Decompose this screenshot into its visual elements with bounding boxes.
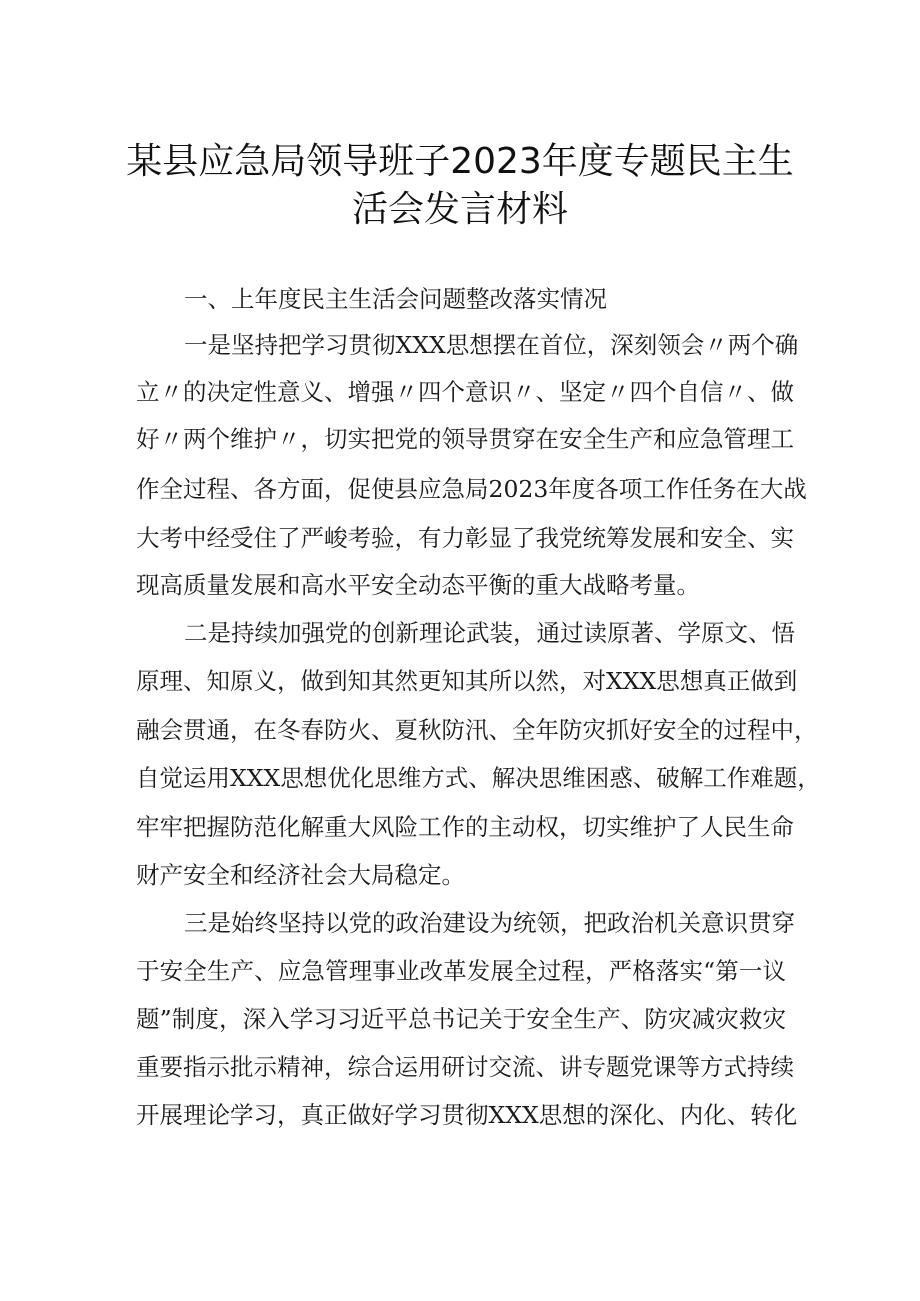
paragraph-1-line-3: 好〃两个维护〃，切实把党的领导贯穿在安全生产和应急管理工 [136, 425, 794, 453]
paragraph-1-line-5: 大考中经受住了严峻考验，有力彰显了我党统筹发展和安全、实 [136, 524, 794, 552]
paragraph-2-line-4: 自觉运用XXX思想优化思维方式、解决思维困惑、破解工作难题， [136, 764, 821, 792]
paragraph-2-line-2: 原理、知原义，做到知其然更知其所以然，对XXX思想真正做到 [136, 667, 798, 695]
paragraph-3-line-5: 开展理论学习，真正做好学习贯彻XXX思想的深化、内化、转化 [136, 1101, 798, 1129]
paragraph-1-line-4: 作全过程、各方面，促使县应急局2023年度各项工作任务在大战 [136, 475, 807, 503]
paragraph-1-line-1: 一是坚持把学习贯彻XXX思想摆在首位，深刻领会〃两个确 [184, 331, 799, 359]
document-title-line-2: 活会发言材料 [351, 189, 568, 230]
paragraph-3-line-4: 重要指示批示精神，综合运用研讨交流、讲专题党课等方式持续 [136, 1053, 794, 1081]
section-heading: 一、上年度民主生活会问题整改落实情况 [184, 285, 607, 313]
paragraph-2-line-3: 融会贯通，在冬春防火、夏秋防汛、全年防灾抓好安全的过程中， [136, 716, 818, 744]
paragraph-2-line-6: 财产安全和经济社会大局稳定。 [136, 861, 465, 889]
paragraph-2-line-1: 二是持续加强党的创新理论武装，通过读原著、学原文、悟 [184, 619, 795, 647]
paragraph-2-line-5: 牢牢把握防范化解重大风险工作的主动权，切实维护了人民生命 [136, 813, 794, 841]
paragraph-1-line-2: 立〃的决定性意义、增强〃四个意识〃、坚定〃四个自信〃、做 [136, 378, 794, 406]
paragraph-3-line-3: 题”制度，深入学习习近平总书记关于安全生产、防灾减灾救灾 [136, 1005, 786, 1033]
paragraph-3-line-1: 三是始终坚持以党的政治建设为统领，把政治机关意识贯穿 [184, 909, 795, 937]
document-title-line-1: 某县应急局领导班子2023年度专题民主生 [126, 141, 794, 182]
paragraph-3-line-2: 于安全生产、应急管理事业改革发展全过程，严格落实“第一议 [136, 957, 786, 985]
paragraph-1-line-6: 现高质量发展和高水平安全动态平衡的重大战略考量。 [136, 571, 700, 599]
